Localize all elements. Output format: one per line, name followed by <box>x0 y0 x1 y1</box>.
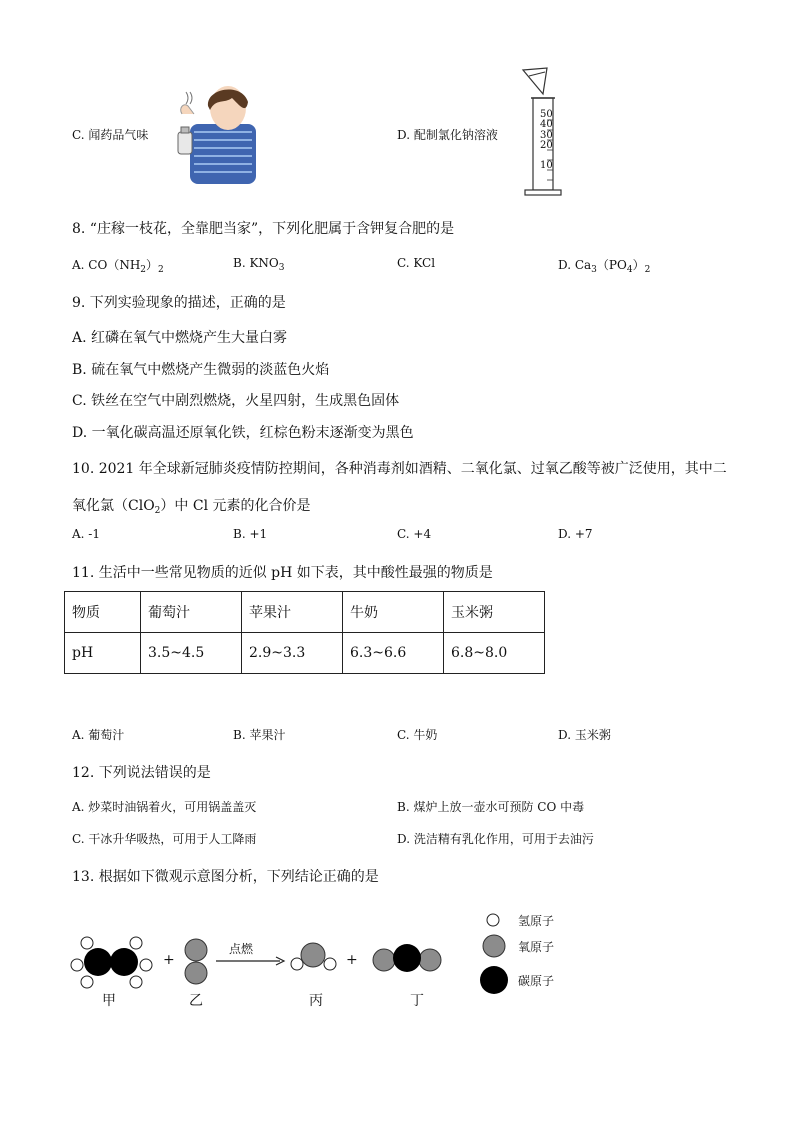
q12-option-b: B. 煤炉上放一壶水可预防 CO 中毒 <box>397 800 585 814</box>
reaction-arrow-icon <box>216 956 286 966</box>
legend-oxygen-icon <box>482 934 506 958</box>
legend-oxygen: 氧原子 <box>518 940 555 954</box>
q10-option-d: D. +7 <box>558 527 593 541</box>
label-jia: 甲 <box>102 993 116 1009</box>
molecule-ding-icon <box>371 942 443 976</box>
q8-option-d: D. $Ca_3(PO_4)_2$ <box>558 258 651 275</box>
q8-option-b: B. $KNO_3$ <box>233 256 285 273</box>
table-cell: pH <box>65 633 141 674</box>
plus-sign: + <box>163 952 175 968</box>
legend-hydrogen: 氢原子 <box>518 914 555 928</box>
q12-stem: 12. 下列说法错误的是 <box>72 765 211 781</box>
q12-option-d: D. 洗洁精有乳化作用，可用于去油污 <box>397 832 594 846</box>
legend-carbon-icon <box>480 966 508 994</box>
q10-option-a: A. -1 <box>72 527 100 541</box>
smelling-illustration <box>176 84 260 186</box>
label-yi: 乙 <box>189 993 203 1009</box>
q11-stem: 11. 生活中一些常见物质的近似 pH 如下表，其中酸性最强的物质是 <box>72 565 493 581</box>
q11-option-a: A. 葡萄汁 <box>72 728 125 742</box>
cylinder-scale: 50 40 30 20 10 <box>540 109 553 172</box>
table-cell: 苹果汁 <box>242 592 343 633</box>
molecule-jia-icon <box>70 934 154 990</box>
legend-hydrogen-icon <box>485 912 501 928</box>
molecule-yi-icon <box>183 938 209 986</box>
table-cell: 6.8~8.0 <box>444 633 545 674</box>
ph-table <box>64 591 545 674</box>
table-cell: 2.9~3.3 <box>242 633 343 674</box>
q8-stem: 8. “庄稼一枝花，全靠肥当家”，下列化肥属于含钾复合肥的是 <box>72 221 455 237</box>
q12-option-c: C. 干冰升华吸热，可用于人工降雨 <box>72 832 257 846</box>
table-row <box>65 592 545 633</box>
table-row <box>65 633 545 674</box>
q7-option-d: D. 配制氯化钠溶液 <box>397 128 498 142</box>
q10-stem-line1: 10. 2021 年全球新冠肺炎疫情防控期间，各种消毒剂如酒精、二氧化氯、过氧乙酸等被广泛使用，其中二 <box>72 461 727 477</box>
table-cell: 物质 <box>65 592 141 633</box>
q9-option-c: C. 铁丝在空气中剧烈燃烧，火星四射，生成黑色固体 <box>72 393 400 409</box>
q8-option-a: A. $CO(NH_2)_2$ <box>72 258 164 275</box>
table-cell: 葡萄汁 <box>141 592 242 633</box>
legend-carbon: 碳原子 <box>518 974 555 988</box>
plus-sign: + <box>346 952 358 968</box>
q12-option-a: A. 炒菜时油锅着火，可用锅盖盖灭 <box>72 800 257 814</box>
q9-option-a: A. 红磷在氧气中燃烧产生大量白雾 <box>72 330 288 346</box>
q9-stem: 9. 下列实验现象的描述，正确的是 <box>72 295 286 311</box>
label-bing: 丙 <box>309 993 323 1009</box>
q13-stem: 13. 根据如下微观示意图分析，下列结论正确的是 <box>72 869 379 885</box>
table-cell: 玉米粥 <box>444 592 545 633</box>
q11-option-d: D. 玉米粥 <box>558 728 611 742</box>
table-cell: 牛奶 <box>343 592 444 633</box>
q10-option-c: C. +4 <box>397 527 432 541</box>
q7-option-c: C. 闻药品气味 <box>72 128 149 142</box>
q11-option-c: C. 牛奶 <box>397 728 438 742</box>
q9-option-d: D. 一氧化碳高温还原氧化铁，红棕色粉末逐渐变为黑色 <box>72 425 414 441</box>
table-cell: 3.5~4.5 <box>141 633 242 674</box>
q8-option-c: C. KCl <box>397 256 436 270</box>
q11-option-b: B. 苹果汁 <box>233 728 286 742</box>
q10-option-b: B. +1 <box>233 527 268 541</box>
molecule-bing-icon <box>290 940 338 974</box>
label-ding: 丁 <box>410 993 424 1009</box>
table-cell: 6.3~6.6 <box>343 633 444 674</box>
q9-option-b: B. 硫在氧气中燃烧产生微弱的淡蓝色火焰 <box>72 362 330 378</box>
q10-stem-line2: 氧化氯（ClO$_2$）中 Cl 元素的化合价是 <box>72 498 311 516</box>
arrow-label: 点燃 <box>229 942 254 956</box>
